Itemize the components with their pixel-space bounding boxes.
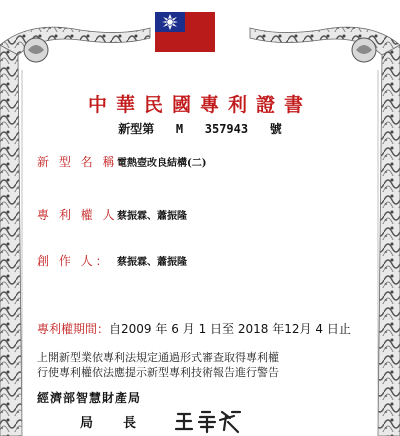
term-from-prefix: 自 bbox=[109, 322, 122, 336]
term-from-month-unit: 月 bbox=[182, 322, 195, 336]
creator-label: 創 作 人： bbox=[37, 254, 111, 268]
director-signature bbox=[160, 408, 250, 434]
patent-number: 新型第 M 357943 號 bbox=[118, 122, 282, 136]
term-label: 專利權期間： bbox=[37, 322, 110, 336]
term-from-year-unit: 年 bbox=[155, 322, 168, 336]
patent-holder-value: 蔡振霖、蕭振隆 bbox=[117, 211, 187, 222]
term-to-month: 12 bbox=[284, 322, 300, 336]
term-from-day-unit: 日至 bbox=[210, 322, 235, 336]
term-to-month-unit: 月 bbox=[299, 322, 312, 336]
director-title: 局長 bbox=[80, 416, 167, 431]
term-from-day: 1 bbox=[198, 322, 207, 336]
term-from-year: 2009 bbox=[121, 322, 152, 336]
term-to-year: 2018 bbox=[237, 322, 269, 336]
certificate-title: 中華民國專利證書 bbox=[87, 94, 312, 116]
patent-holder-label: 專 利 權 人： bbox=[37, 208, 133, 222]
term-to-day: 4 bbox=[315, 322, 324, 336]
term-from-month: 6 bbox=[171, 322, 179, 336]
roc-flag-icon bbox=[155, 12, 215, 52]
term-to-day-unit: 日止 bbox=[326, 322, 351, 336]
statement-line: 上開新型業依專利法規定通過形式審查取得專利權 bbox=[37, 351, 279, 364]
term-to-year-unit: 年 bbox=[272, 322, 285, 336]
patent-name-value: 電熱壺改良結構(二) bbox=[117, 158, 207, 169]
statement-line: 行使專利權依法應提示新型專利技術報告進行警告 bbox=[37, 366, 279, 379]
issuing-authority: 經濟部智慧財產局 bbox=[37, 391, 142, 405]
creator-value: 蔡振霖、蕭振隆 bbox=[117, 257, 187, 268]
patent-name-label: 新 型 名 稱： bbox=[37, 155, 133, 169]
patent-term bbox=[37, 320, 351, 337]
statement-text bbox=[37, 350, 367, 380]
